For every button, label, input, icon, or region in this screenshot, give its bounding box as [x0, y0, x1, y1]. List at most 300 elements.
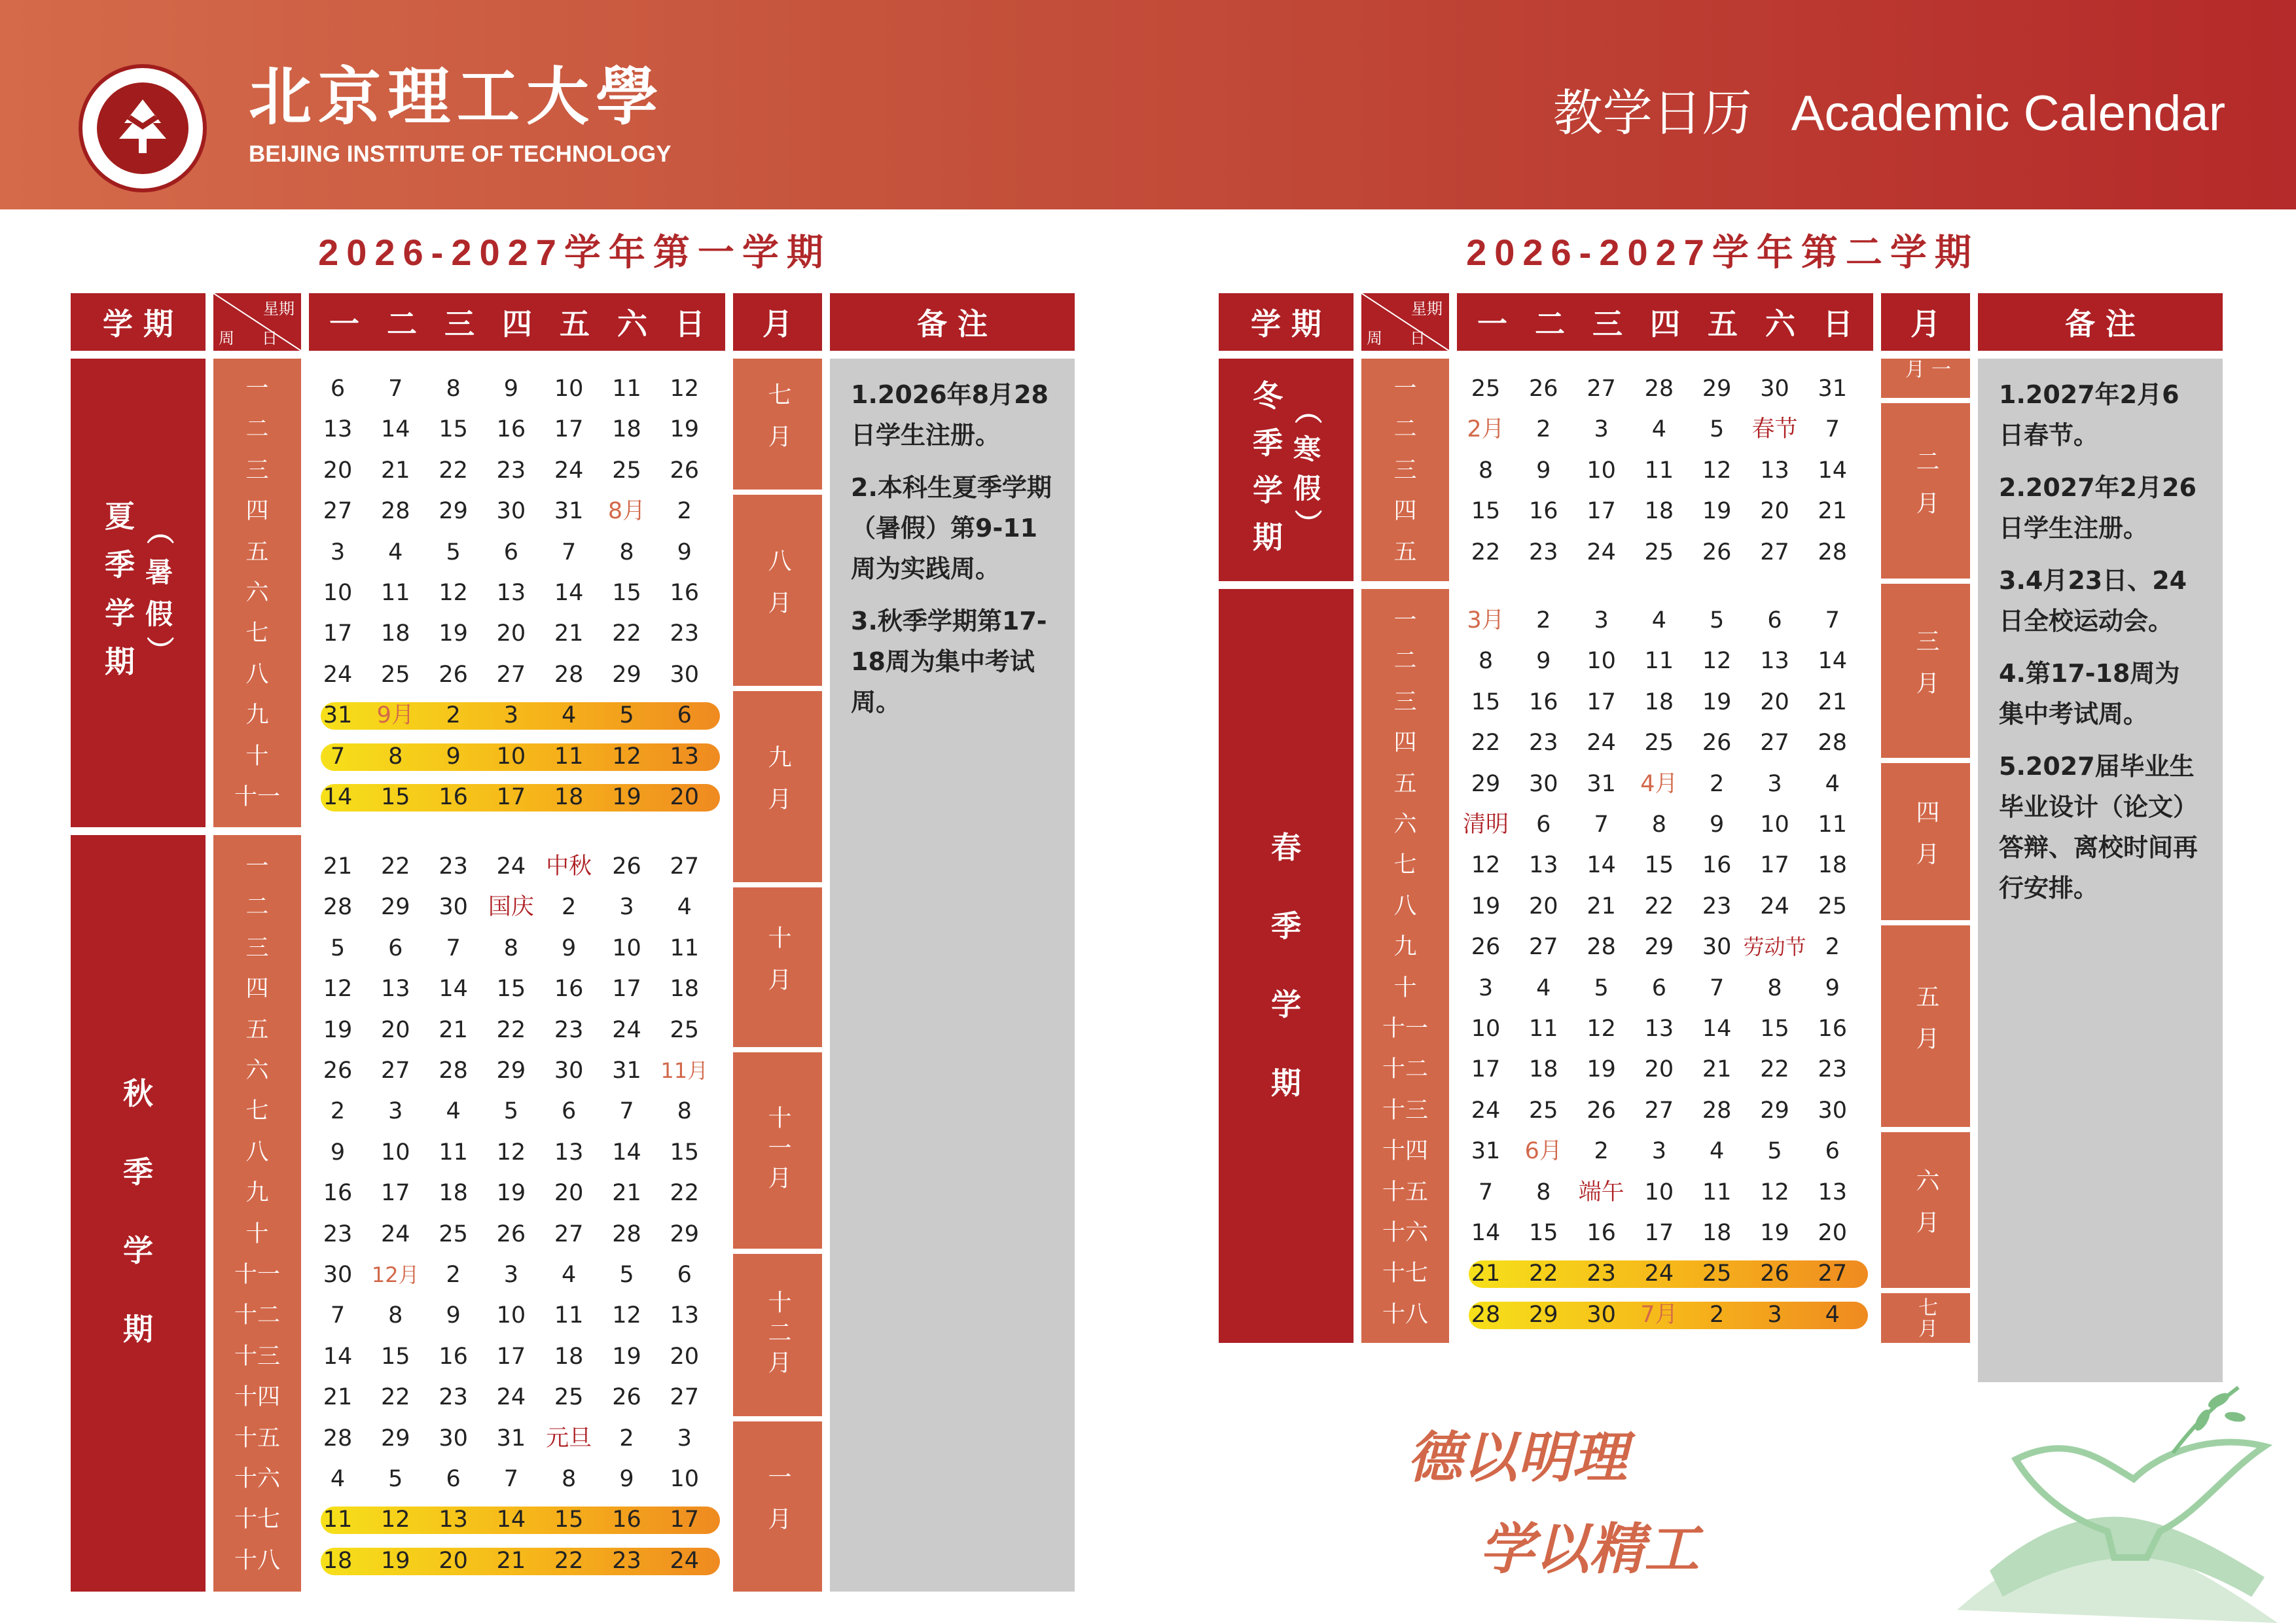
- calendar-day: 17: [1587, 688, 1616, 715]
- calendar-day: 23: [323, 1221, 353, 1247]
- calendar-day: 16: [1529, 688, 1558, 715]
- calendar-day: 4: [677, 894, 692, 921]
- calendar-day: 29: [1644, 934, 1674, 961]
- calendar-day: 14: [323, 1343, 353, 1370]
- sem1-note-1: 1.2026年8月28日学生注册。: [851, 380, 1049, 450]
- calendar-day: 5: [1710, 607, 1725, 633]
- weekday-fri: 五: [560, 306, 590, 342]
- week-number: 十一: [1382, 1016, 1428, 1042]
- calendar-day: 23: [1818, 1056, 1848, 1083]
- calendar-day: 5: [1710, 416, 1725, 443]
- calendar-title: [1553, 84, 2225, 143]
- calendar-day: 20: [554, 1180, 584, 1207]
- calendar-day: 14: [323, 784, 353, 810]
- calendar-day: 22: [554, 1547, 584, 1574]
- sem1-month-aug: 八月: [733, 495, 822, 686]
- calendar-day: 20: [323, 457, 353, 484]
- calendar-day: 24: [1587, 730, 1616, 757]
- calendar-day: 25: [1702, 1260, 1732, 1287]
- calendar-day: 12: [1587, 1016, 1616, 1042]
- calendar-day: 2: [1536, 416, 1551, 443]
- calendar-day: 25: [381, 661, 410, 688]
- week-number: 十一: [234, 1262, 280, 1288]
- calendar-day: 13: [1760, 648, 1789, 675]
- week-number: 十五: [234, 1425, 280, 1452]
- calendar-day: 21: [1818, 498, 1848, 525]
- week-number: 七: [1393, 852, 1417, 879]
- calendar-day: 8: [1767, 974, 1782, 1001]
- calendar-day: 13: [381, 976, 410, 1003]
- calendar-day: 21: [323, 1384, 353, 1411]
- weekday-corner-label: 星期: [1411, 300, 1443, 318]
- calendar-day: 15: [381, 784, 410, 810]
- calendar-day: 24: [670, 1547, 700, 1574]
- calendar-day: 8: [619, 539, 634, 565]
- week-number: 八: [245, 1139, 269, 1166]
- calendar-day: 9: [503, 376, 519, 402]
- sem2-month-apr: 四月: [1881, 763, 1970, 920]
- calendar-day: 20: [496, 620, 526, 647]
- week-number: 五: [1393, 539, 1417, 565]
- calendar-day: 22: [670, 1180, 700, 1207]
- calendar-day: 5: [1594, 974, 1609, 1001]
- calendar-day: 21: [1702, 1056, 1732, 1083]
- week-number: 十: [1393, 974, 1417, 1001]
- calendar-day: 4月: [1640, 770, 1678, 797]
- calendar-day: 4: [330, 1466, 346, 1492]
- calendar-day: 17: [1471, 1056, 1501, 1083]
- weekday-corner-label: 星期: [263, 300, 295, 318]
- calendar-day: 6: [388, 935, 403, 961]
- calendar-day: 28: [381, 498, 410, 525]
- sem2-note-1: 1.2027年2月6日春节。: [1999, 380, 2179, 450]
- sem2-month-jan: 一月: [1881, 359, 1970, 398]
- calendar-day: 7月: [1640, 1301, 1678, 1328]
- week-number: 十五: [1382, 1179, 1428, 1205]
- calendar-day: 20: [381, 1016, 410, 1043]
- calendar-day: 4: [1536, 974, 1551, 1001]
- calendar-day: 17: [323, 620, 353, 647]
- calendar-day: 29: [612, 661, 641, 688]
- calendar-day: 10: [1471, 1016, 1501, 1042]
- weekday-mon: 一: [329, 306, 359, 342]
- calendar-day: 31: [496, 1425, 526, 1452]
- calendar-day: 11: [323, 1507, 353, 1533]
- calendar-day: 31: [1587, 770, 1616, 797]
- weekday-wed: 三: [1592, 306, 1623, 342]
- week-number: 十四: [1382, 1138, 1428, 1165]
- calendar-day: 10: [554, 376, 584, 402]
- calendar-day: 17: [381, 1180, 410, 1207]
- sem1-month-nov: 十一月: [733, 1052, 822, 1249]
- calendar-day: 8月: [607, 498, 646, 525]
- calendar-day: 16: [612, 1507, 641, 1533]
- calendar-day: 19: [439, 620, 468, 647]
- week-number: 六: [245, 580, 269, 606]
- calendar-day: 25: [670, 1016, 700, 1043]
- sem2-spring-term: 春 季 学 期: [1219, 589, 1354, 1343]
- calendar-day: 11: [439, 1139, 468, 1166]
- calendar-day: 24: [496, 1384, 526, 1411]
- calendar-day: 30: [670, 661, 700, 688]
- calendar-day: 3: [388, 1098, 403, 1125]
- calendar-day: 22: [496, 1016, 526, 1043]
- calendar-day: 5: [330, 935, 346, 961]
- calendar-day: 29: [1471, 770, 1501, 797]
- week-number: 一: [1393, 607, 1417, 633]
- sem2-note-3: 3.4月23日、24日全校运动会。: [1999, 566, 2187, 635]
- calendar-day: 29: [496, 1058, 526, 1084]
- week-number: 八: [1393, 893, 1417, 919]
- week-number: 十六: [1382, 1220, 1428, 1246]
- sem2-month-jul: 七月: [1881, 1293, 1970, 1343]
- calendar-day: 26: [612, 1384, 641, 1411]
- calendar-day: 11: [1644, 648, 1674, 675]
- calendar-day: 8: [388, 743, 403, 770]
- calendar-day: 17: [612, 976, 641, 1003]
- calendar-day: 29: [381, 894, 410, 921]
- university-name-cn: 北京理工大學: [249, 60, 665, 134]
- sem1-autumn-term: 秋 季 学 期: [71, 835, 206, 1592]
- calendar-day: 30: [1702, 934, 1732, 961]
- calendar-day: 17: [496, 784, 526, 810]
- calendar-day: 3: [1767, 1301, 1782, 1328]
- calendar-day: 7: [330, 743, 346, 770]
- calendar-day: 20: [439, 1547, 468, 1574]
- calendar-day: 14: [1818, 648, 1848, 675]
- calendar-day: 20: [1760, 688, 1789, 715]
- calendar-day: 9: [1536, 648, 1551, 675]
- calendar-day: 27: [1587, 376, 1616, 402]
- calendar-day: 19: [1702, 498, 1732, 525]
- calendar-day: 22: [1760, 1056, 1789, 1083]
- sem1-note-3: 3.秋季学期第17-18周为集中考试周。: [851, 607, 1047, 717]
- day-corner-label: 日: [262, 329, 278, 348]
- calendar-day: 11: [670, 935, 700, 961]
- sem2-week-day-header: [1361, 293, 1449, 351]
- calendar-day: 4: [1825, 770, 1840, 797]
- calendar-day: 17: [1644, 1220, 1674, 1246]
- calendar-day: 3: [503, 702, 519, 729]
- sem1-month-oct: 十月: [733, 887, 822, 1047]
- calendar-day: 28: [1587, 934, 1616, 961]
- calendar-day: 8: [503, 935, 519, 961]
- university-name-en: BEIJING INSTITUTE OF TECHNOLOGY: [249, 141, 672, 167]
- calendar-day: 24: [1587, 539, 1616, 565]
- calendar-day: 6: [330, 376, 346, 402]
- calendar-day: 11: [612, 376, 641, 402]
- week-number: 七: [245, 620, 269, 647]
- calendar-day: 29: [439, 498, 468, 525]
- sem1-notes: [830, 359, 1075, 750]
- week-number: 八: [245, 661, 269, 688]
- week-number: 九: [1393, 934, 1417, 961]
- calendar-day: 6月: [1524, 1138, 1562, 1165]
- calendar-day: 17: [554, 416, 584, 443]
- semester-2-title: 2026-2027学年第二学期: [1466, 232, 1979, 273]
- calendar-day: 3: [1478, 974, 1494, 1001]
- calendar-day: 6: [1825, 1138, 1840, 1165]
- calendar-day: 5: [619, 702, 634, 729]
- university-logo: [79, 64, 207, 192]
- calendar-day: 2月: [1467, 416, 1505, 443]
- calendar-day: 3: [1594, 607, 1609, 633]
- sem1-summer-term: 夏 季 学 期 （ 暑 假 ）: [71, 359, 206, 827]
- week-number: 一: [245, 853, 269, 880]
- sem2-notes-header: 备 注: [1978, 293, 2223, 351]
- calendar-day: 16: [1587, 1220, 1616, 1246]
- week-number: 六: [245, 1058, 269, 1084]
- week-number: 十二: [1382, 1056, 1428, 1083]
- week-number: 十: [245, 743, 269, 770]
- week-number: 一: [1393, 376, 1417, 402]
- calendar-day: 23: [1702, 893, 1732, 919]
- calendar-day: 13: [670, 1302, 700, 1329]
- calendar-day: 30: [439, 1425, 468, 1452]
- week-number: 十三: [234, 1343, 280, 1370]
- sem2-month-may: 五月: [1881, 925, 1970, 1127]
- calendar-day: 12: [612, 743, 641, 770]
- calendar-day: 2: [677, 498, 692, 525]
- calendar-day: 22: [1471, 539, 1501, 565]
- calendar-day: 8: [1478, 457, 1494, 484]
- calendar-day: 8: [1478, 648, 1494, 675]
- calendar-day: 18: [323, 1547, 353, 1574]
- week-corner-label: 周: [1367, 329, 1382, 348]
- calendar-day: 4: [562, 1262, 577, 1288]
- week-number: 十七: [234, 1507, 280, 1533]
- calendar-day: 9: [677, 539, 692, 565]
- week-number: 二: [245, 894, 269, 921]
- calendar-day: 15: [554, 1507, 584, 1533]
- calendar-day: 19: [1471, 893, 1501, 919]
- calendar-day: 28: [1702, 1097, 1732, 1124]
- calendar-day: 8: [1651, 812, 1667, 838]
- calendar-day: 5: [619, 1262, 634, 1288]
- calendar-day: 29: [670, 1221, 700, 1247]
- calendar-day: 12: [1702, 457, 1732, 484]
- calendar-day: 4: [562, 702, 577, 729]
- calendar-day: 19: [1760, 1220, 1789, 1246]
- calendar-day: 7: [1594, 812, 1609, 838]
- calendar-day: 19: [496, 1180, 526, 1207]
- calendar-day: 21: [439, 1016, 468, 1043]
- calendar-day: 6: [1651, 974, 1667, 1001]
- calendar-day: 15: [670, 1139, 700, 1166]
- calendar-day: 清明: [1462, 812, 1509, 838]
- calendar-day: 30: [496, 498, 526, 525]
- calendar-day: 28: [554, 661, 584, 688]
- calendar-day: 7: [619, 1098, 634, 1125]
- calendar-day: 25: [1644, 539, 1674, 565]
- calendar-day: 2: [330, 1098, 346, 1125]
- week-number: 三: [245, 935, 269, 961]
- sem1-term-header: 学 期: [71, 293, 206, 351]
- calendar-day: 18: [554, 1343, 584, 1370]
- calendar-day: 12: [1471, 852, 1501, 879]
- calendar-day: 4: [1825, 1301, 1840, 1328]
- calendar-day: 4: [1651, 607, 1667, 633]
- calendar-day: 27: [1529, 934, 1558, 961]
- calendar-day: 11: [554, 743, 584, 770]
- calendar-day: 16: [1529, 498, 1558, 525]
- calendar-day: 20: [1818, 1220, 1848, 1246]
- calendar-day: 24: [554, 457, 584, 484]
- calendar-day: 27: [381, 1058, 410, 1084]
- calendar-day: 19: [1702, 688, 1732, 715]
- calendar-day: 11: [1644, 457, 1674, 484]
- calendar-day: 7: [446, 935, 461, 961]
- calendar-day: 14: [1587, 852, 1616, 879]
- weekday-sun: 日: [1823, 306, 1853, 342]
- calendar-day: 15: [1644, 852, 1674, 879]
- calendar-day: 26: [496, 1221, 526, 1247]
- week-number: 五: [1393, 770, 1417, 797]
- calendar-day: 20: [670, 784, 700, 810]
- calendar-day: 27: [1760, 539, 1789, 565]
- calendar-day: 30: [1760, 376, 1789, 402]
- week-number: 九: [245, 1180, 269, 1207]
- calendar-day: 9: [1825, 974, 1840, 1001]
- sem1-month-jul: 七月: [733, 359, 822, 490]
- calendar-day: 20: [1644, 1056, 1674, 1083]
- calendar-day: 7: [1825, 416, 1840, 443]
- calendar-day: 5: [1767, 1138, 1782, 1165]
- calendar-day: 19: [323, 1016, 353, 1043]
- calendar-day: 21: [554, 620, 584, 647]
- calendar-day: 4: [388, 539, 403, 565]
- calendar-day: 3: [1651, 1138, 1667, 1165]
- calendar-day: 劳动节: [1743, 935, 1806, 960]
- motto-line-1: 德以明理: [1407, 1425, 1628, 1489]
- calendar-day: 6: [562, 1098, 577, 1125]
- calendar-day: 6: [503, 539, 519, 565]
- calendar-day: 26: [1587, 1097, 1616, 1124]
- calendar-day: 24: [496, 853, 526, 880]
- calendar-day: 30: [439, 894, 468, 921]
- calendar-day: 22: [1529, 1260, 1558, 1287]
- calendar-day: 16: [554, 976, 584, 1003]
- calendar-day: 7: [388, 376, 403, 402]
- sem2-winter-term: 冬 季 学 期 （ 寒 假 ）: [1219, 359, 1354, 581]
- calendar-day: 16: [1818, 1016, 1848, 1042]
- calendar-day: 17: [1760, 852, 1789, 879]
- calendar-day: 29: [1760, 1097, 1789, 1124]
- sem1-week-day-header: [213, 293, 301, 351]
- calendar-day: 10: [496, 1302, 526, 1329]
- calendar-day: 13: [554, 1139, 584, 1166]
- sem2-note-2: 2.2027年2月26日学生注册。: [1999, 473, 2197, 543]
- week-number: 七: [245, 1098, 269, 1125]
- week-number: 四: [245, 498, 269, 525]
- sem1-month-jan: 一月: [733, 1421, 822, 1592]
- sem2-note-4: 4.第17-18周为集中考试周。: [1999, 659, 2180, 728]
- calendar-day: 11: [1529, 1016, 1558, 1042]
- week-number: 十: [245, 1221, 269, 1247]
- calendar-day: 18: [612, 416, 641, 443]
- sem2-month-jun: 六月: [1881, 1132, 1970, 1288]
- calendar-day: 8: [1536, 1179, 1551, 1205]
- calendar-day: 23: [554, 1016, 584, 1043]
- calendar-day: 12: [612, 1302, 641, 1329]
- calendar-day: 25: [1529, 1097, 1558, 1124]
- calendar-day: 13: [1529, 852, 1558, 879]
- calendar-day: 26: [612, 853, 641, 880]
- calendar-day: 23: [1529, 730, 1558, 757]
- calendar-day: 12: [381, 1507, 410, 1533]
- calendar-day: 2: [562, 894, 577, 921]
- calendar-day: 29: [1529, 1301, 1558, 1328]
- week-number: 二: [1393, 416, 1417, 443]
- calendar-day: 3: [619, 894, 634, 921]
- calendar-day: 30: [1818, 1097, 1848, 1124]
- calendar-day: 27: [1818, 1260, 1848, 1287]
- calendar-day: 10: [1644, 1179, 1674, 1205]
- weekday-thu: 四: [1650, 306, 1680, 342]
- week-number: 十四: [234, 1384, 280, 1411]
- calendar-day: 23: [439, 853, 468, 880]
- calendar-day: 12: [439, 580, 468, 606]
- calendar-day: 14: [612, 1139, 641, 1166]
- calendar-day: 26: [670, 457, 700, 484]
- calendar-day: 6: [446, 1466, 461, 1492]
- calendar-day: 19: [612, 1343, 641, 1370]
- calendar-day: 28: [612, 1221, 641, 1247]
- calendar-day: 22: [612, 620, 641, 647]
- week-number: 九: [245, 702, 269, 729]
- calendar-day: 4: [446, 1098, 461, 1125]
- calendar-day: 2: [1825, 934, 1840, 961]
- week-number: 十二: [234, 1302, 280, 1329]
- calendar-day: 10: [612, 935, 641, 961]
- calendar-day: 26: [1471, 934, 1501, 961]
- calendar-day: 14: [381, 416, 410, 443]
- calendar-day: 16: [670, 580, 700, 606]
- calendar-day: 30: [323, 1262, 353, 1288]
- calendar-day: 10: [496, 743, 526, 770]
- calendar-day: 21: [323, 853, 353, 880]
- calendar-day: 21: [496, 1547, 526, 1574]
- week-number: 四: [1393, 498, 1417, 525]
- calendar-day: 22: [381, 853, 410, 880]
- calendar-day: 16: [496, 416, 526, 443]
- calendar-day: 15: [1471, 688, 1501, 715]
- calendar-day: 20: [1529, 893, 1558, 919]
- calendar-day: 13: [323, 416, 353, 443]
- calendar-day: 3: [330, 539, 346, 565]
- calendar-day: 27: [670, 1384, 700, 1411]
- calendar-day: 13: [1760, 457, 1789, 484]
- motto-line-2: 学以精工: [1479, 1516, 1700, 1581]
- calendar-day: 26: [1702, 730, 1732, 757]
- calendar-day: 13: [1644, 1016, 1674, 1042]
- calendar-day: 24: [381, 1221, 410, 1247]
- weekday-tue: 二: [387, 306, 417, 342]
- calendar-day: 9: [1536, 457, 1551, 484]
- calendar-day: 3月: [1467, 607, 1505, 633]
- calendar-day: 3: [677, 1425, 692, 1452]
- calendar-day: 26: [1702, 539, 1732, 565]
- calendar-day: 26: [439, 661, 468, 688]
- sem2-month-header: 月: [1881, 293, 1970, 351]
- calendar-day: 15: [1760, 1016, 1789, 1042]
- calendar-day: 10: [1587, 648, 1616, 675]
- calendar-day: 28: [323, 1425, 353, 1452]
- calendar-day: 15: [612, 580, 641, 606]
- weekday-wed: 三: [444, 306, 475, 342]
- calendar-day: 19: [670, 416, 700, 443]
- week-number: 三: [1393, 457, 1417, 484]
